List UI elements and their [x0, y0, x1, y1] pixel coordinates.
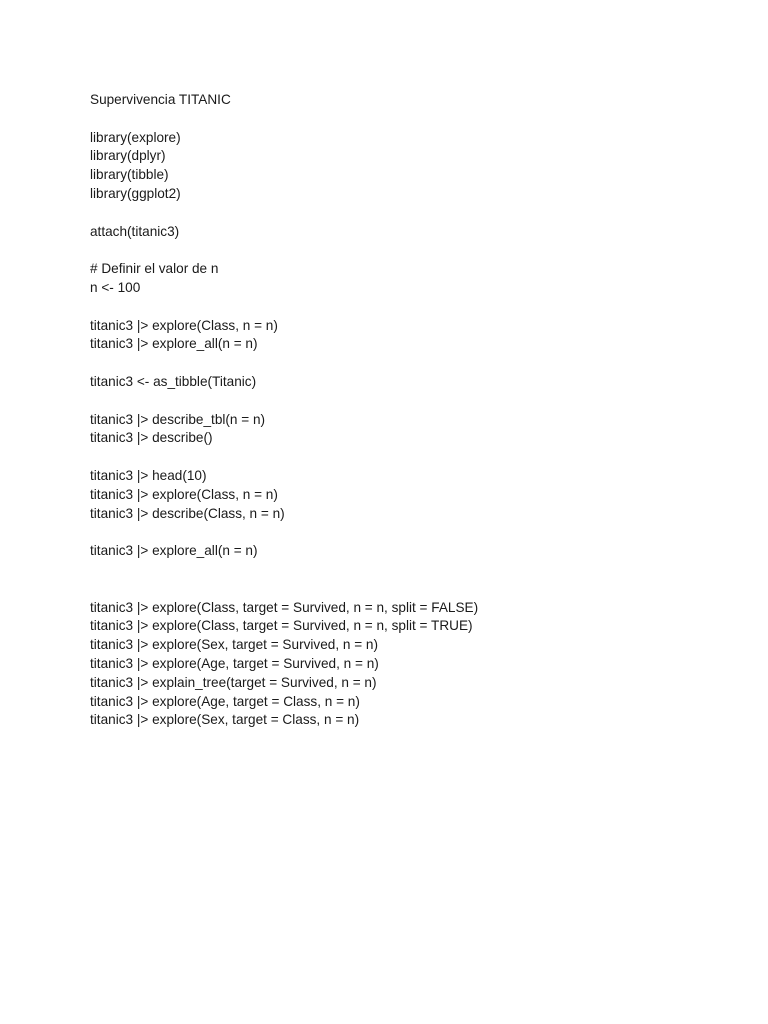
code-line: titanic3 |> explore(Sex, target = Survived, n = n) [90, 637, 379, 653]
code-line: titanic3 |> explore(Age, target = Class, n = n) [90, 693, 360, 709]
code-line [90, 241, 730, 260]
code-line: titanic3 |> explore(Class, n = n) [90, 486, 278, 502]
code-line: titanic3 <- as_tibble(Titanic) [90, 373, 257, 389]
code-line: attach(titanic3) [90, 223, 180, 239]
code-line: titanic3 |> explore(Age, target = Survived, n = n) [90, 655, 379, 671]
code-line: titanic3 |> explore_all(n = n) [90, 543, 258, 559]
code-line: titanic3 |> explore(Class, target = Survived, n = n, split = TRUE) [90, 618, 473, 634]
code-line: titanic3 |> describe_tbl(n = n) [90, 411, 266, 427]
code-line: titanic3 |> explore(Sex, target = Class, n = n) [90, 712, 360, 728]
code-line: library(explore) [90, 129, 181, 145]
code-line: # Definir el valor de n [90, 261, 219, 277]
code-line [90, 580, 730, 599]
code-line [90, 204, 730, 223]
code-line: n <- 100 [90, 279, 141, 295]
code-line [90, 354, 730, 373]
code-line [90, 298, 730, 317]
code-line: library(tibble) [90, 167, 169, 183]
code-line: titanic3 |> explore(Class, target = Survived, n = n, split = FALSE) [90, 599, 479, 615]
code-line: titanic3 |> describe() [90, 430, 213, 446]
document-page [90, 91, 730, 730]
code-line: titanic3 |> describe(Class, n = n) [90, 505, 285, 521]
code-line: titanic3 |> head(10) [90, 467, 207, 483]
code-line: titanic3 |> explore_all(n = n) [90, 336, 258, 352]
code-line [90, 392, 730, 411]
document-title: Supervivencia TITANIC [90, 92, 231, 107]
code-line [90, 561, 730, 580]
code-line [90, 523, 730, 542]
code-line: titanic3 |> explore(Class, n = n) [90, 317, 278, 333]
code-line [90, 448, 730, 467]
code-body [90, 110, 730, 730]
code-line [90, 110, 730, 129]
code-line: library(dplyr) [90, 148, 166, 164]
code-line: library(ggplot2) [90, 185, 181, 201]
code-line: titanic3 |> explain_tree(target = Survived, n = n) [90, 674, 377, 690]
